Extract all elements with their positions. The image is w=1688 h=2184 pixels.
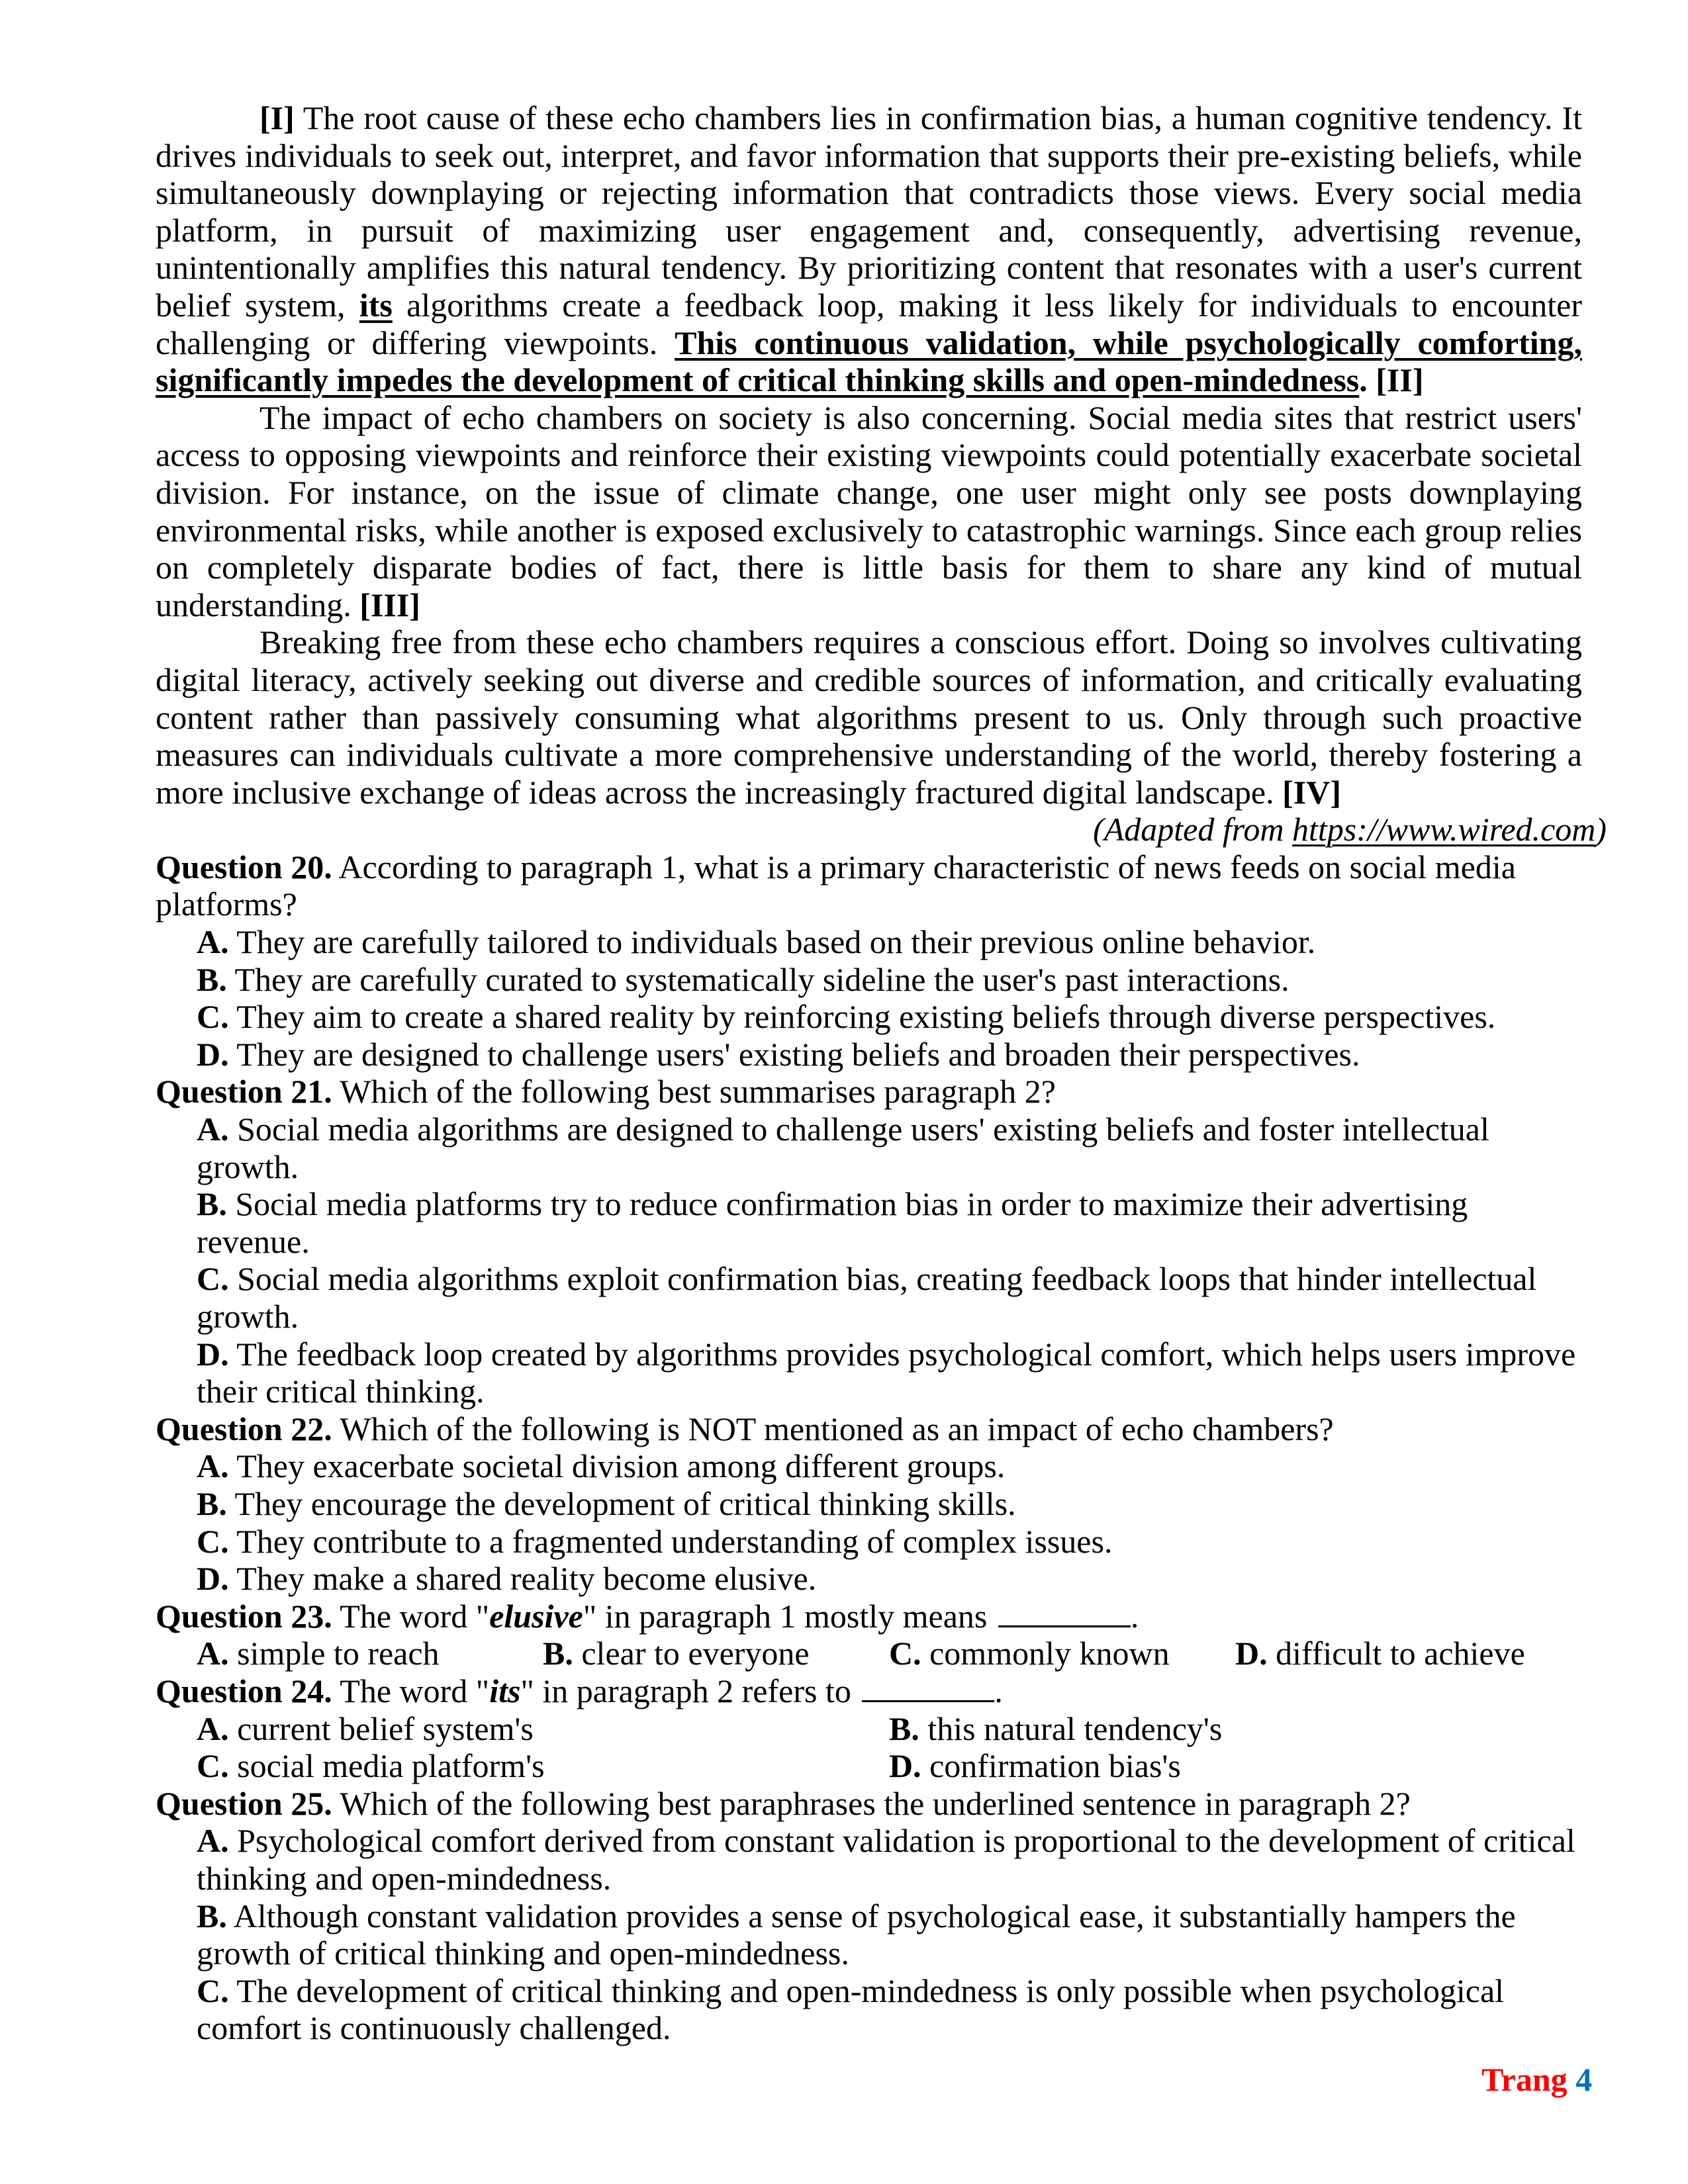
referent-word-its: its	[359, 286, 393, 324]
question-22	[156, 1410, 1582, 1598]
question-stem: Question 20. According to paragraph 1, what is a primary characteristic of news feeds on social media platforms?	[156, 848, 1516, 923]
option-b[interactable]: B. They encourage the development of critical thinking skills.	[197, 1484, 1016, 1522]
option-c[interactable]: C. social media platform's	[197, 1747, 545, 1785]
question-stem: Question 22. Which of the following is NOT mentioned as an impact of echo chambers?	[156, 1410, 1334, 1447]
question-stem: Question 25. Which of the following best paraphrases the underlined sentence in paragraph 2?	[156, 1784, 1411, 1822]
passage-paragraph-2: The impact of echo chambers on society is also concerning. Social media sites that restrict users' access to opposing viewpoints and reinforce their existing viewpoints could potentially exacerbate societal division. For instance, on the issue of climate change, one user might only see posts downplaying environmental risks, while another is exposed exclusively to catastrophic warnings. Since each group relies on completely disparate bodies of fact, there is little basis for them to share any kind of mutual understanding. [III]	[156, 398, 1582, 623]
option-d[interactable]: D. difficult to achieve	[1235, 1635, 1525, 1672]
question-25	[156, 1785, 1582, 2047]
paragraph-marker-2: [II]	[1376, 361, 1424, 399]
option-b[interactable]: B. Social media platforms try to reduce confirmation bias in order to maximize their advertising revenue.	[197, 1185, 1468, 1260]
option-d[interactable]: D. They make a shared reality become elusive.	[197, 1560, 817, 1598]
option-c[interactable]: C. Social media algorithms exploit confirmation bias, creating feedback loops that hinder intellectual growth.	[197, 1260, 1537, 1335]
page-word: Trang	[1481, 2061, 1568, 2098]
paragraph-marker-1: [I]	[259, 99, 295, 136]
option-d[interactable]: D. The feedback loop created by algorithms provides psychological comfort, which helps users improve their critical thinking.	[197, 1335, 1576, 1410]
answer-blank	[862, 1674, 994, 1702]
option-a[interactable]: A. Social media algorithms are designed to challenge users' existing beliefs and foster intellectual growth.	[197, 1111, 1489, 1185]
option-a[interactable]: A. Psychological comfort derived from constant validation is proportional to the development of critical thinking and open-mindedness.	[197, 1822, 1575, 1897]
option-c[interactable]: C. The development of critical thinking and open-mindedness is only possible when psychological comfort is continuously challenged.	[197, 1972, 1505, 2047]
option-b[interactable]: B. Although constant validation provides a sense of psychological ease, it substantially hampers the growth of critical thinking and open-mindedness.	[197, 1897, 1516, 1972]
question-stem: Question 21. Which of the following best summarises paragraph 2?	[156, 1073, 1056, 1111]
paragraph-marker-3: [III]	[359, 586, 420, 623]
exam-page	[156, 99, 1607, 2047]
question-24	[156, 1672, 1582, 1785]
option-c[interactable]: C. commonly known	[889, 1635, 1170, 1672]
page-number-footer	[1481, 2060, 1592, 2099]
option-a[interactable]: A. They are carefully tailored to individuals based on their previous online behavior.	[197, 923, 1316, 961]
option-a[interactable]: A. They exacerbate societal division among different groups.	[197, 1447, 1006, 1485]
question-23	[156, 1598, 1582, 1672]
passage-paragraph-1: [I] The root cause of these echo chambers lies in confirmation bias, a human cognitive tendency. It drives individuals to seek out, interpret, and favor information that supports their pre-existing beliefs, while simultaneously downplaying or rejecting information that contradicts those views. Every social media platform, in pursuit of maximizing user engagement and, consequently, advertising revenue, unintentionally amplifies this natural tendency. By prioritizing content that resonates with a user's current belief system, its algorithms create a feedback loop, making it less likely for individuals to encounter challenging or differing viewpoints. This continuous validation, while psychologically comforting, significantly impedes the development of critical thinking skills and open-mindedness. [II]	[156, 99, 1582, 399]
keyword-elusive: elusive	[489, 1597, 583, 1635]
page-number: 4	[1575, 2061, 1593, 2098]
option-c[interactable]: C. They contribute to a fragmented understanding of complex issues.	[197, 1522, 1113, 1560]
question-20	[156, 848, 1582, 1073]
option-d[interactable]: D. confirmation bias's	[889, 1747, 1181, 1785]
option-b[interactable]: B. this natural tendency's	[889, 1709, 1223, 1747]
question-stem: Question 24. The word "its" in paragraph 2 refers to .	[156, 1672, 1003, 1709]
option-d[interactable]: D. They are designed to challenge users' existing beliefs and broaden their perspectives.	[197, 1035, 1360, 1073]
options-row	[197, 1747, 1582, 1785]
question-stem: Question 23. The word "elusive" in paragraph 1 mostly means .	[156, 1597, 1139, 1635]
keyword-its: its	[489, 1672, 521, 1709]
source-link[interactable]: https://www.wired.com	[1291, 811, 1596, 848]
option-c[interactable]: C. They aim to create a shared reality by reinforcing existing beliefs through diverse perspectives.	[197, 998, 1496, 1036]
question-21	[156, 1073, 1582, 1410]
passage-paragraph-3: Breaking free from these echo chambers requires a conscious effort. Doing so involves cultivating digital literacy, actively seeking out diverse and credible sources of information, and critically evaluating content rather than passively consuming what algorithms present to us. Only through such proactive measures can individuals cultivate a more comprehensive understanding of the world, thereby fostering a more inclusive exchange of ideas across the increasingly fractured digital landscape. [IV]	[156, 623, 1582, 811]
paragraph-marker-4: [IV]	[1282, 773, 1341, 811]
option-a[interactable]: A. simple to reach	[197, 1635, 440, 1672]
options-row	[197, 1710, 1582, 1748]
source-citation: (Adapted from https://www.wired.com)	[1093, 811, 1607, 848]
underlined-sentence: This continuous validation, while psychologically comforting, significantly impedes the development of critical thinking skills and open-mindedness	[156, 324, 1582, 399]
options-row	[197, 1635, 1582, 1672]
option-b[interactable]: B. They are carefully curated to systematically sideline the user's past interactions.	[197, 960, 1289, 998]
answer-blank	[998, 1599, 1131, 1627]
option-b[interactable]: B. clear to everyone	[543, 1635, 810, 1672]
option-a[interactable]: A. current belief system's	[197, 1709, 534, 1747]
